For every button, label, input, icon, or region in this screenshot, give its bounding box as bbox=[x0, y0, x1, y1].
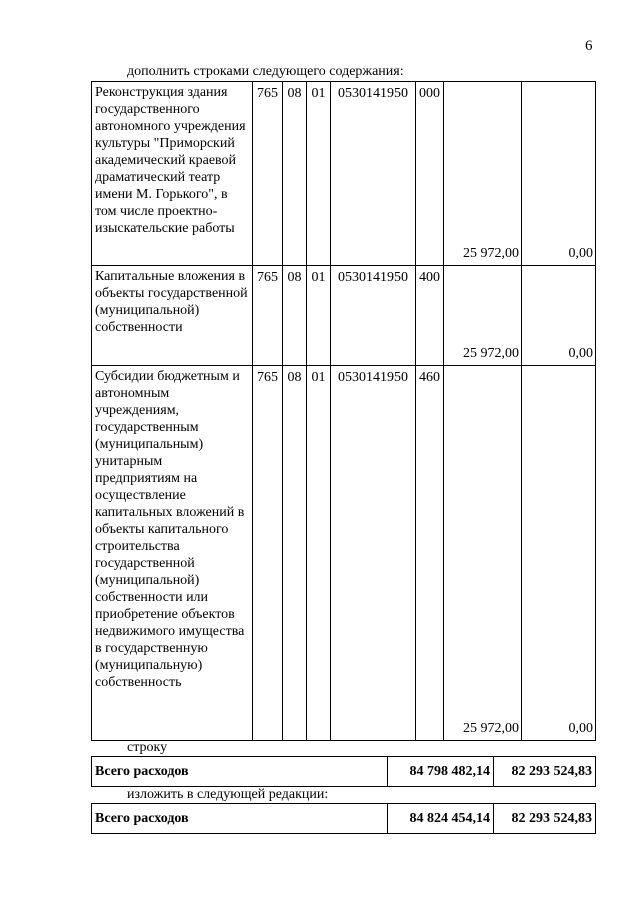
section-code: 08 bbox=[283, 366, 307, 741]
total-amount-1: 84 798 482,14 bbox=[388, 757, 494, 787]
section-code: 08 bbox=[283, 266, 307, 366]
table-row bbox=[92, 757, 596, 787]
total-amount-1: 84 824 454,14 bbox=[388, 804, 494, 834]
row-description: Реконструкция здания государственного автономного учреждения культуры "Приморский академический краевой драматический театр имени М. Горького", в том числе проектно-изыскательские работы bbox=[92, 82, 253, 266]
amount-1: 25 972,00 bbox=[444, 82, 522, 266]
ministry-code: 765 bbox=[253, 366, 283, 741]
subsection-code: 01 bbox=[307, 366, 331, 741]
total-label: Всего расходов bbox=[92, 804, 388, 834]
target-code: 0530141950 bbox=[331, 366, 416, 741]
amount-2: 0,00 bbox=[522, 366, 596, 741]
ministry-code: 765 bbox=[253, 266, 283, 366]
table-row bbox=[92, 366, 596, 741]
total-label: Всего расходов bbox=[92, 757, 388, 787]
budget-table bbox=[91, 81, 596, 741]
page-number: 6 bbox=[585, 38, 593, 54]
amount-2: 0,00 bbox=[522, 266, 596, 366]
section-code: 08 bbox=[283, 82, 307, 266]
expense-type-code: 400 bbox=[416, 266, 444, 366]
amount-2: 0,00 bbox=[522, 82, 596, 266]
row-text-label: строку bbox=[127, 740, 168, 755]
expense-type-code: 000 bbox=[416, 82, 444, 266]
subsection-code: 01 bbox=[307, 266, 331, 366]
table-row bbox=[92, 804, 596, 834]
total-amount-2: 82 293 524,83 bbox=[494, 804, 596, 834]
amount-1: 25 972,00 bbox=[444, 366, 522, 741]
table-row bbox=[92, 82, 596, 266]
amount-1: 25 972,00 bbox=[444, 266, 522, 366]
row-description: Капитальные вложения в объекты государственной (муниципальной) собственности bbox=[92, 266, 253, 366]
target-code: 0530141950 bbox=[331, 82, 416, 266]
total-amount-2: 82 293 524,83 bbox=[494, 757, 596, 787]
edition-text: изложить в следующей редакции: bbox=[127, 787, 329, 802]
ministry-code: 765 bbox=[253, 82, 283, 266]
intro-text: дополнить строками следующего содержания: bbox=[127, 64, 404, 79]
table-row bbox=[92, 266, 596, 366]
subsection-code: 01 bbox=[307, 82, 331, 266]
total-table-new bbox=[91, 803, 596, 834]
row-description: Субсидии бюджетным и автономным учреждениям, государственным (муниципальным) унитарным предприятиям на осуществление капитальных вложений в объекты капитального строительства государственной (муниципальной) собственности или приобретение объектов недвижимого имущества в государственную (муниципальную) собственность bbox=[92, 366, 253, 741]
total-table-old bbox=[91, 756, 596, 787]
expense-type-code: 460 bbox=[416, 366, 444, 741]
target-code: 0530141950 bbox=[331, 266, 416, 366]
